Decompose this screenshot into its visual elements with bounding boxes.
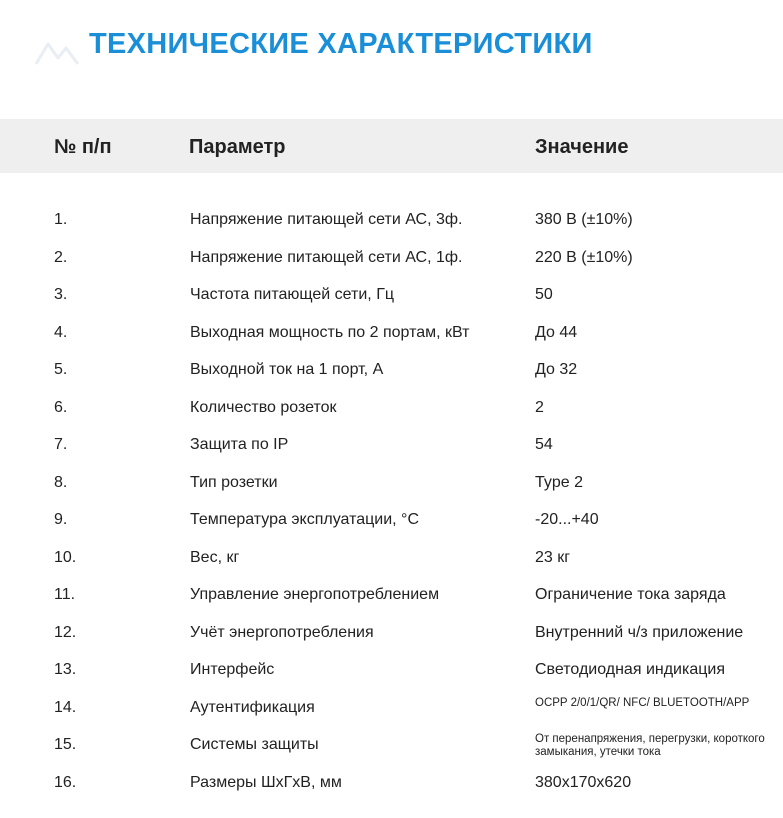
table-row xyxy=(0,428,783,466)
row-number: 13. xyxy=(54,661,77,678)
row-value: 54 xyxy=(535,436,553,453)
table-row xyxy=(0,278,783,316)
table-row xyxy=(0,203,783,241)
row-value: -20...+40 xyxy=(535,511,599,528)
row-number: 10. xyxy=(54,548,77,566)
table-row xyxy=(0,391,783,429)
column-header-number: № п/п xyxy=(54,136,112,158)
row-parameter: Размеры ШxГxВ, мм xyxy=(190,773,342,791)
table-row xyxy=(0,503,783,541)
column-header-value: Значение xyxy=(535,136,629,158)
row-number: 12. xyxy=(54,623,77,641)
row-number: 15. xyxy=(54,736,77,753)
row-parameter: Частота питающей сети, Гц xyxy=(190,286,395,303)
row-parameter: Управление энергопотреблением xyxy=(190,586,440,603)
column-header-parameter: Параметр xyxy=(189,136,286,158)
table-row xyxy=(0,616,783,654)
spec-table-body xyxy=(0,203,783,803)
row-parameter: Интерфейс xyxy=(190,661,275,678)
row-number: 5. xyxy=(54,361,68,378)
row-parameter: Тип розетки xyxy=(190,473,278,491)
table-row xyxy=(0,541,783,579)
row-value: До 32 xyxy=(535,361,578,378)
row-parameter: Температура эксплуатации, °С xyxy=(190,511,419,528)
row-number: 9. xyxy=(54,511,68,528)
row-parameter: Выходная мощность по 2 портам, кВт xyxy=(190,323,470,341)
row-number: 4. xyxy=(54,323,68,341)
row-parameter: Защита по IP xyxy=(190,436,289,453)
row-number: 16. xyxy=(54,773,77,791)
table-row xyxy=(0,653,783,691)
row-value: 2 xyxy=(535,398,544,416)
table-header xyxy=(0,119,783,173)
table-row xyxy=(0,578,783,616)
row-value: 23 кг xyxy=(535,548,571,566)
row-value: До 44 xyxy=(535,323,578,341)
row-value: 380x170x620 xyxy=(535,773,632,791)
row-parameter: Вес, кг xyxy=(190,548,240,566)
row-value: Внутренний ч/з приложение xyxy=(535,623,744,641)
row-number: 2. xyxy=(54,248,68,266)
row-number: 7. xyxy=(54,436,68,453)
logo-icon xyxy=(32,36,82,70)
row-value: Ограничение тока заряда xyxy=(535,586,726,603)
row-parameter: Системы защиты xyxy=(190,736,319,753)
table-row xyxy=(0,691,783,729)
row-number: 1. xyxy=(54,211,68,228)
table-row xyxy=(0,316,783,354)
table-row xyxy=(0,466,783,504)
row-parameter: Количество розеток xyxy=(190,398,337,416)
row-value: Type 2 xyxy=(535,473,584,491)
row-parameter: Напряжение питающей сети АС, 3ф. xyxy=(190,211,463,228)
row-parameter: Учёт энергопотребления xyxy=(190,623,374,641)
row-number: 6. xyxy=(54,398,68,416)
row-value: OCPP 2/0/1/QR/ NFC/ BLUETOOTH/APP xyxy=(535,696,750,709)
table-row xyxy=(0,728,783,766)
row-number: 14. xyxy=(54,698,77,716)
table-row xyxy=(0,766,783,804)
page-title: ТЕХНИЧЕСКИЕ ХАРАКТЕРИСТИКИ xyxy=(89,28,593,60)
row-number: 11. xyxy=(54,586,76,603)
row-parameter: Аутентификация xyxy=(190,698,315,716)
row-parameter: Напряжение питающей сети АС, 1ф. xyxy=(190,248,463,266)
row-value: От перенапряжения, перегрузки, короткого замыкания, утечки тока xyxy=(535,733,765,758)
row-number: 3. xyxy=(54,286,68,303)
table-row xyxy=(0,241,783,279)
row-value: 380 В (±10%) xyxy=(535,211,633,228)
row-number: 8. xyxy=(54,473,68,491)
row-value: 50 xyxy=(535,286,553,303)
table-row xyxy=(0,353,783,391)
row-value: Светодиодная индикация xyxy=(535,661,725,678)
row-parameter: Выходной ток на 1 порт, А xyxy=(190,361,384,378)
row-value: 220 В (±10%) xyxy=(535,248,633,266)
